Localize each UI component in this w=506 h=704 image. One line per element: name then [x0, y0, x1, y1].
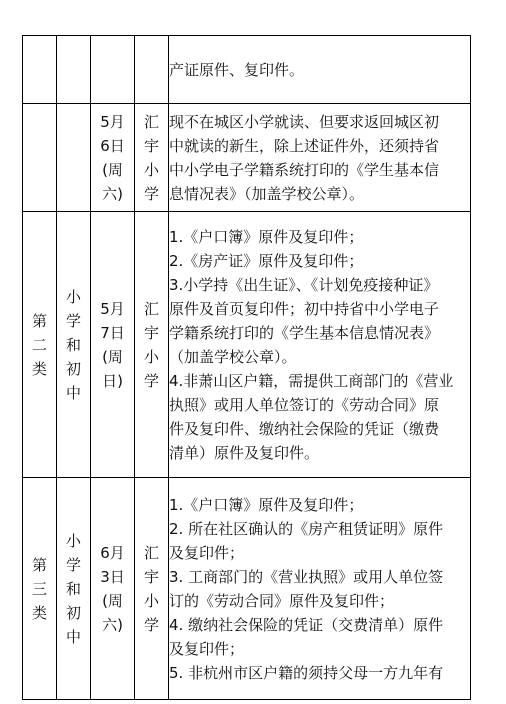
school-char: 学: [143, 371, 159, 390]
grade-cell: [57, 36, 91, 104]
date-text: 5月: [100, 112, 125, 131]
category-cell: [23, 478, 57, 700]
school-char: 汇: [143, 112, 159, 131]
school-char: 宇: [143, 567, 159, 586]
grade-cell: [57, 104, 91, 212]
school-cell: [135, 478, 169, 700]
date-text: 六): [102, 184, 123, 203]
date-text: 六): [102, 615, 123, 634]
requirement-line: 件及复印件、缴纳社会保险的凭证（缴费: [169, 419, 440, 438]
grade-char: 小: [65, 287, 81, 306]
date-text: 3日: [100, 567, 125, 586]
school-cell: [135, 36, 169, 104]
requirement-line: 学籍系统打印的《学生基本信息情况表》: [169, 323, 440, 342]
requirement-line: 4. 缴纳社会保险的凭证（交费清单）原件: [169, 615, 444, 634]
school-cell: [135, 212, 169, 478]
requirement-line: 及复印件；: [169, 543, 245, 562]
category-char: 类: [31, 359, 47, 378]
date-cell: [91, 212, 135, 478]
requirement-line: 产证原件、复印件。: [169, 60, 305, 79]
requirement-line: 1.《户口簿》原件及复印件；: [169, 495, 364, 514]
requirement-line: 2.《房产证》原件及复印件；: [169, 251, 364, 270]
table-row: [23, 478, 471, 700]
grade-char: 初: [65, 359, 81, 378]
table-row: [23, 212, 471, 478]
category-char: 类: [31, 603, 47, 622]
grade-cell: [57, 212, 91, 478]
date-text: 6月: [100, 543, 125, 562]
category-char: 第: [31, 555, 47, 574]
requirement-line: 4.非萧山区户籍，需提供工商部门的《营业: [169, 371, 454, 390]
requirement-line: 订的《劳动合同》原件及复印件；: [169, 591, 395, 610]
category-char: 第: [31, 311, 47, 330]
school-cell: [135, 104, 169, 212]
grade-char: 中: [65, 383, 81, 402]
grade-char: 初: [65, 603, 81, 622]
grade-char: 小: [65, 531, 81, 550]
date-cell: [91, 478, 135, 700]
requirement-line: 中小学电子学籍系统打印的《学生基本信: [169, 160, 440, 179]
school-char: 汇: [143, 543, 159, 562]
requirement-line: 5. 非杭州市区户籍的须持父母一方九年有: [169, 663, 444, 682]
date-cell: [91, 104, 135, 212]
date-text: (周: [102, 591, 123, 610]
grade-char: 和: [65, 579, 81, 598]
grade-cell: [57, 478, 91, 700]
school-char: 宇: [143, 136, 159, 155]
requirement-line: 2. 所在社区确认的《房产租赁证明》原件: [169, 519, 444, 538]
grade-char: 学: [65, 555, 81, 574]
requirements-cell: [169, 212, 471, 478]
school-char: 学: [143, 615, 159, 634]
school-char: 小: [143, 591, 159, 610]
date-cell: [91, 36, 135, 104]
school-char: 宇: [143, 323, 159, 342]
category-cell: [23, 212, 57, 478]
category-cell: [23, 36, 57, 104]
admission-requirements-table: [22, 35, 471, 700]
requirement-line: 1.《户口簿》原件及复印件；: [169, 227, 364, 246]
category-cell: [23, 104, 57, 212]
category-char: 二: [31, 335, 47, 354]
requirement-line: 及复印件；: [169, 639, 245, 658]
school-char: 汇: [143, 299, 159, 318]
category-char: 三: [31, 579, 47, 598]
requirement-line: 现不在城区小学就读、但要求返回城区初: [169, 112, 440, 131]
date-text: 6日: [100, 136, 125, 155]
table-row: [23, 104, 471, 212]
requirement-line: 3.小学持《出生证》、《计划免疫接种证》: [169, 275, 439, 294]
requirements-cell: [169, 36, 471, 104]
date-text: 7日: [100, 323, 125, 342]
school-char: 学: [143, 184, 159, 203]
requirement-line: 清单）原件及复印件。: [169, 443, 320, 462]
date-text: (周: [102, 347, 123, 366]
date-text: 5月: [100, 299, 125, 318]
requirements-cell: [169, 104, 471, 212]
school-char: 小: [143, 160, 159, 179]
requirement-line: （加盖学校公章）。: [169, 347, 297, 366]
requirement-line: 息情况表》（加盖学校公章）。: [169, 184, 365, 203]
date-text: (周: [102, 160, 123, 179]
date-text: 日): [102, 371, 123, 390]
grade-char: 学: [65, 311, 81, 330]
requirement-line: 3. 工商部门的《营业执照》或用人单位签: [169, 567, 444, 586]
requirements-cell: [169, 478, 471, 700]
requirement-line: 原件及首页复印件；初中持省中小学电子: [169, 299, 440, 318]
table-row: [23, 36, 471, 104]
grade-char: 和: [65, 335, 81, 354]
requirement-line: 中就读的新生，除上述证件外，还须持省: [169, 136, 440, 155]
school-char: 小: [143, 347, 159, 366]
requirement-line: 执照》或用人单位签订的《劳动合同》原: [169, 395, 440, 414]
grade-char: 中: [65, 627, 81, 646]
